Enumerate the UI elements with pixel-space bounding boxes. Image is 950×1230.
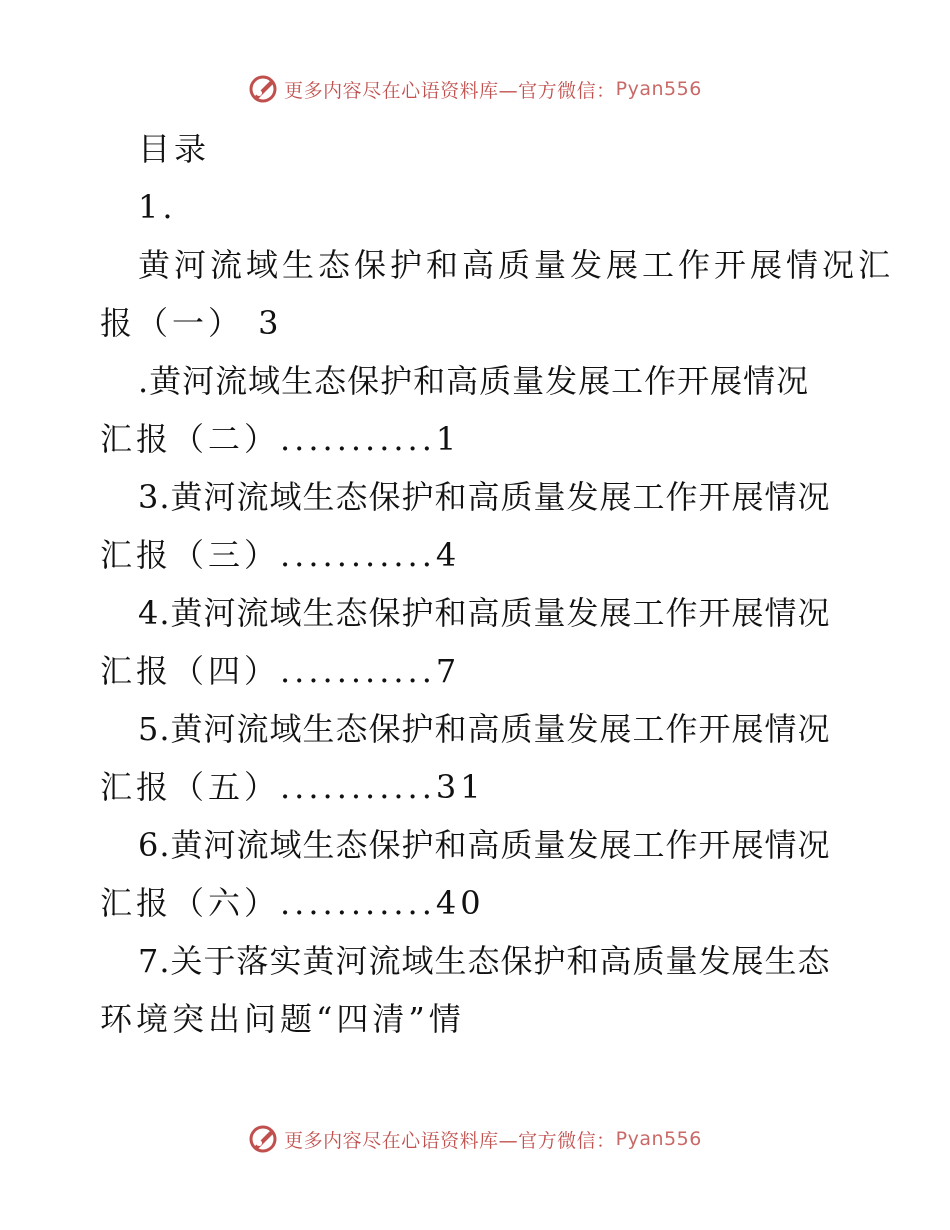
logo-icon <box>248 74 278 104</box>
document-body <box>100 120 895 1048</box>
toc-line: 汇报（六）...........40 <box>100 884 485 922</box>
toc-line: 汇报（四）...........7 <box>100 652 461 690</box>
toc-line: 环境突出问题“四清”情 <box>100 1000 465 1038</box>
toc-line: 4.黄河流域生态保护和高质量发展工作开展情况 <box>138 594 831 632</box>
toc-line: 6.黄河流域生态保护和高质量发展工作开展情况 <box>138 826 831 864</box>
toc-line: 黄河流域生态保护和高质量发展工作开展情况汇 <box>138 246 895 284</box>
toc-line: 3.黄河流域生态保护和高质量发展工作开展情况 <box>138 478 831 516</box>
toc-line: 5.黄河流域生态保护和高质量发展工作开展情况 <box>138 710 831 748</box>
toc-line: 报（一） 3 <box>100 304 283 342</box>
toc-line: 1. <box>138 188 177 226</box>
toc-line: 汇报（二）...........1 <box>100 420 461 458</box>
header-watermark <box>0 74 950 104</box>
watermark-wechat-id: Pyan556 <box>615 78 702 100</box>
toc-heading: 目录 <box>138 130 211 168</box>
watermark-text: 更多内容尽在心语资料库—官方微信： <box>284 1129 616 1152</box>
watermark-text: 更多内容尽在心语资料库—官方微信： <box>284 79 616 102</box>
toc-line: 汇报（三）...........4 <box>100 536 461 574</box>
toc-line: 7.关于落实黄河流域生态保护和高质量发展生态 <box>138 942 831 980</box>
logo-icon <box>248 1124 278 1154</box>
footer-watermark <box>0 1124 950 1154</box>
toc-line: 汇报（五）...........31 <box>100 768 485 806</box>
toc-line: .黄河流域生态保护和高质量发展工作开展情况 <box>138 362 810 400</box>
watermark-wechat-id: Pyan556 <box>615 1128 702 1150</box>
